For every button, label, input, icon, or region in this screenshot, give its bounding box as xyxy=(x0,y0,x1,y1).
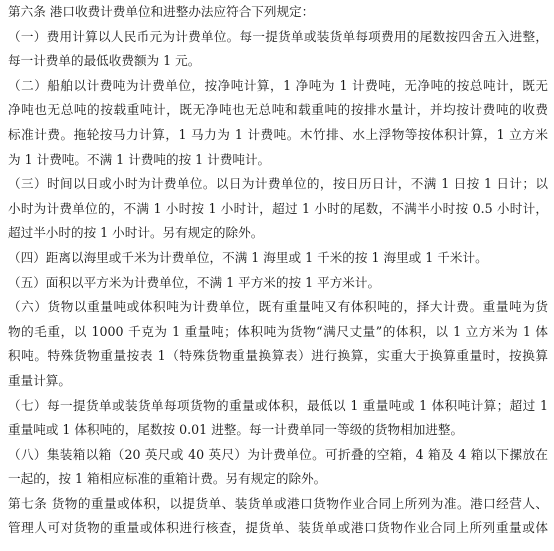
text-line: 每一计费单的最低收费额为 1 元。 xyxy=(8,53,201,69)
text-line: 第七条 货物的重量或体积，以提货单、装货单或港口货物作业合同上所列为准。港口经营人、 xyxy=(8,495,548,511)
text-line: 物的毛重，以 1000 千克为 1 重量吨；体积吨为货物“满尺丈量”的体积，以 1 立方米为 1 体 xyxy=(8,323,548,339)
text-line: （四）距离以海里或千米为计费单位，不满 1 海里或 1 千米的按 1 海里或 1 千米计。 xyxy=(8,249,488,265)
text-line: （三）时间以日或小时为计费单位。以日为计费单位的，按日历日计，不满 1 日按 1 日计；以 xyxy=(8,176,548,192)
text-line: （六）货物以重量吨或体积吨为计费单位，既有重量吨又有体积吨的，择大计费。重量吨为货 xyxy=(8,299,548,315)
text-line: 标准计费。拖轮按马力计算，1 马力为 1 计费吨。木竹排、水上浮物等按体积计算，1 立方米 xyxy=(8,126,548,142)
text-line: 小时为计费单位的，不满 1 小时按 1 小时计，超过 1 小时的尾数，不满半小时按 0.5 小时计， xyxy=(8,200,548,216)
text-line: 为 1 计费吨。不满 1 计费吨的按 1 计费吨计。 xyxy=(8,151,271,167)
text-line: 积吨。特殊货物重量按表 1（特殊货物重量换算表）进行换算，实重大于换算重量时，按换算 xyxy=(8,348,548,364)
text-line: 超过半小时的按 1 小时计。另有规定的除外。 xyxy=(8,225,264,241)
text-line: 净吨也无总吨的按载重吨计，既无净吨也无总吨和载重吨的按排水量计，并均按计费吨的收费 xyxy=(8,102,548,118)
text-line: 重量吨或 1 体积吨的，尾数按 0.01 进整。每一计费单同一等级的货物相加进整。 xyxy=(8,422,464,438)
text-line: （五）面积以平方米为计费单位，不满 1 平方米的按 1 平方米计。 xyxy=(8,274,381,290)
text-line: （八）集装箱以箱（20 英尺或 40 英尺）为计费单位。可折叠的空箱，4 箱及 4 箱以下摞放在 xyxy=(8,446,548,462)
text-line: （一）费用计算以人民币元为计费单位。每一提货单或装货单每项费用的尾数按四舍五入进整， xyxy=(8,28,548,44)
text-line: 第六条 港口收费计费单位和进整办法应符合下列规定： xyxy=(8,4,315,19)
text-line: （七）每一提货单或装货单每项货物的重量或体积，最低以 1 重量吨或 1 体积吨计算；超过 1 xyxy=(8,397,548,413)
text-line: 一起的，按 1 箱相应标准的重箱计费。另有规定的除外。 xyxy=(8,471,327,487)
text-line: 重量计算。 xyxy=(8,372,71,388)
text-line: （二）船舶以计费吨为计费单位，按净吨计算，1 净吨为 1 计费吨，无净吨的按总吨计，既无 xyxy=(8,77,548,93)
text-line: 管理人可对货物的重量或体积进行核查，提货单、装货单或港口货物作业合同上所列重量或体 xyxy=(8,520,548,536)
